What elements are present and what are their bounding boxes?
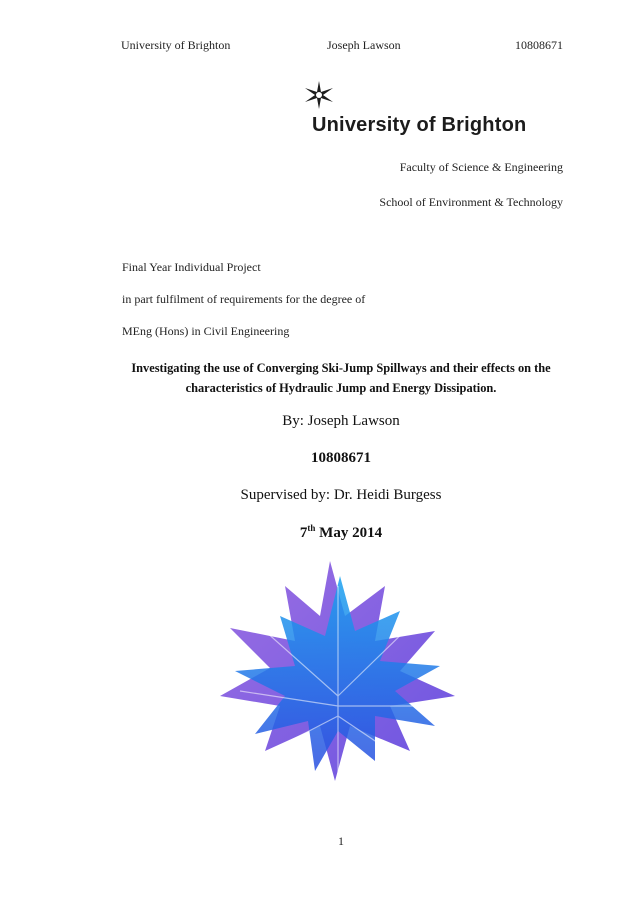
- project-type: Final Year Individual Project: [122, 260, 261, 274]
- fulfilment-statement: in part fulfilment of requirements for the degree of: [122, 292, 366, 306]
- submission-date: [0, 523, 638, 542]
- project-title: Investigating the use of Converging Ski-Jump Spillways and their effects on the characteristics of Hydraulic Jump and Energy Dissipation.: [131, 361, 551, 395]
- author-student-id: 10808671: [311, 450, 371, 466]
- faculty-name: Faculty of Science & Engineering: [399, 160, 563, 174]
- degree-name: MEng (Hons) in Civil Engineering: [122, 324, 290, 338]
- date-rest: May 2014: [315, 525, 383, 541]
- school-name: School of Environment & Technology: [379, 195, 563, 209]
- author-byline: By: Joseph Lawson: [282, 413, 400, 429]
- header-author: Joseph Lawson: [327, 38, 401, 52]
- page-number: 1: [338, 834, 344, 848]
- supervisor-line: Supervised by: Dr. Heidi Burgess: [240, 487, 442, 503]
- date-day: 7: [299, 525, 308, 541]
- university-logo-text: University of Brighton: [312, 114, 527, 136]
- date-suffix: th: [307, 523, 316, 533]
- leaf-icon: [210, 556, 460, 796]
- header-institution: University of Brighton: [121, 38, 231, 52]
- header-student-id: 10808671: [515, 38, 563, 52]
- star-icon: [302, 80, 336, 110]
